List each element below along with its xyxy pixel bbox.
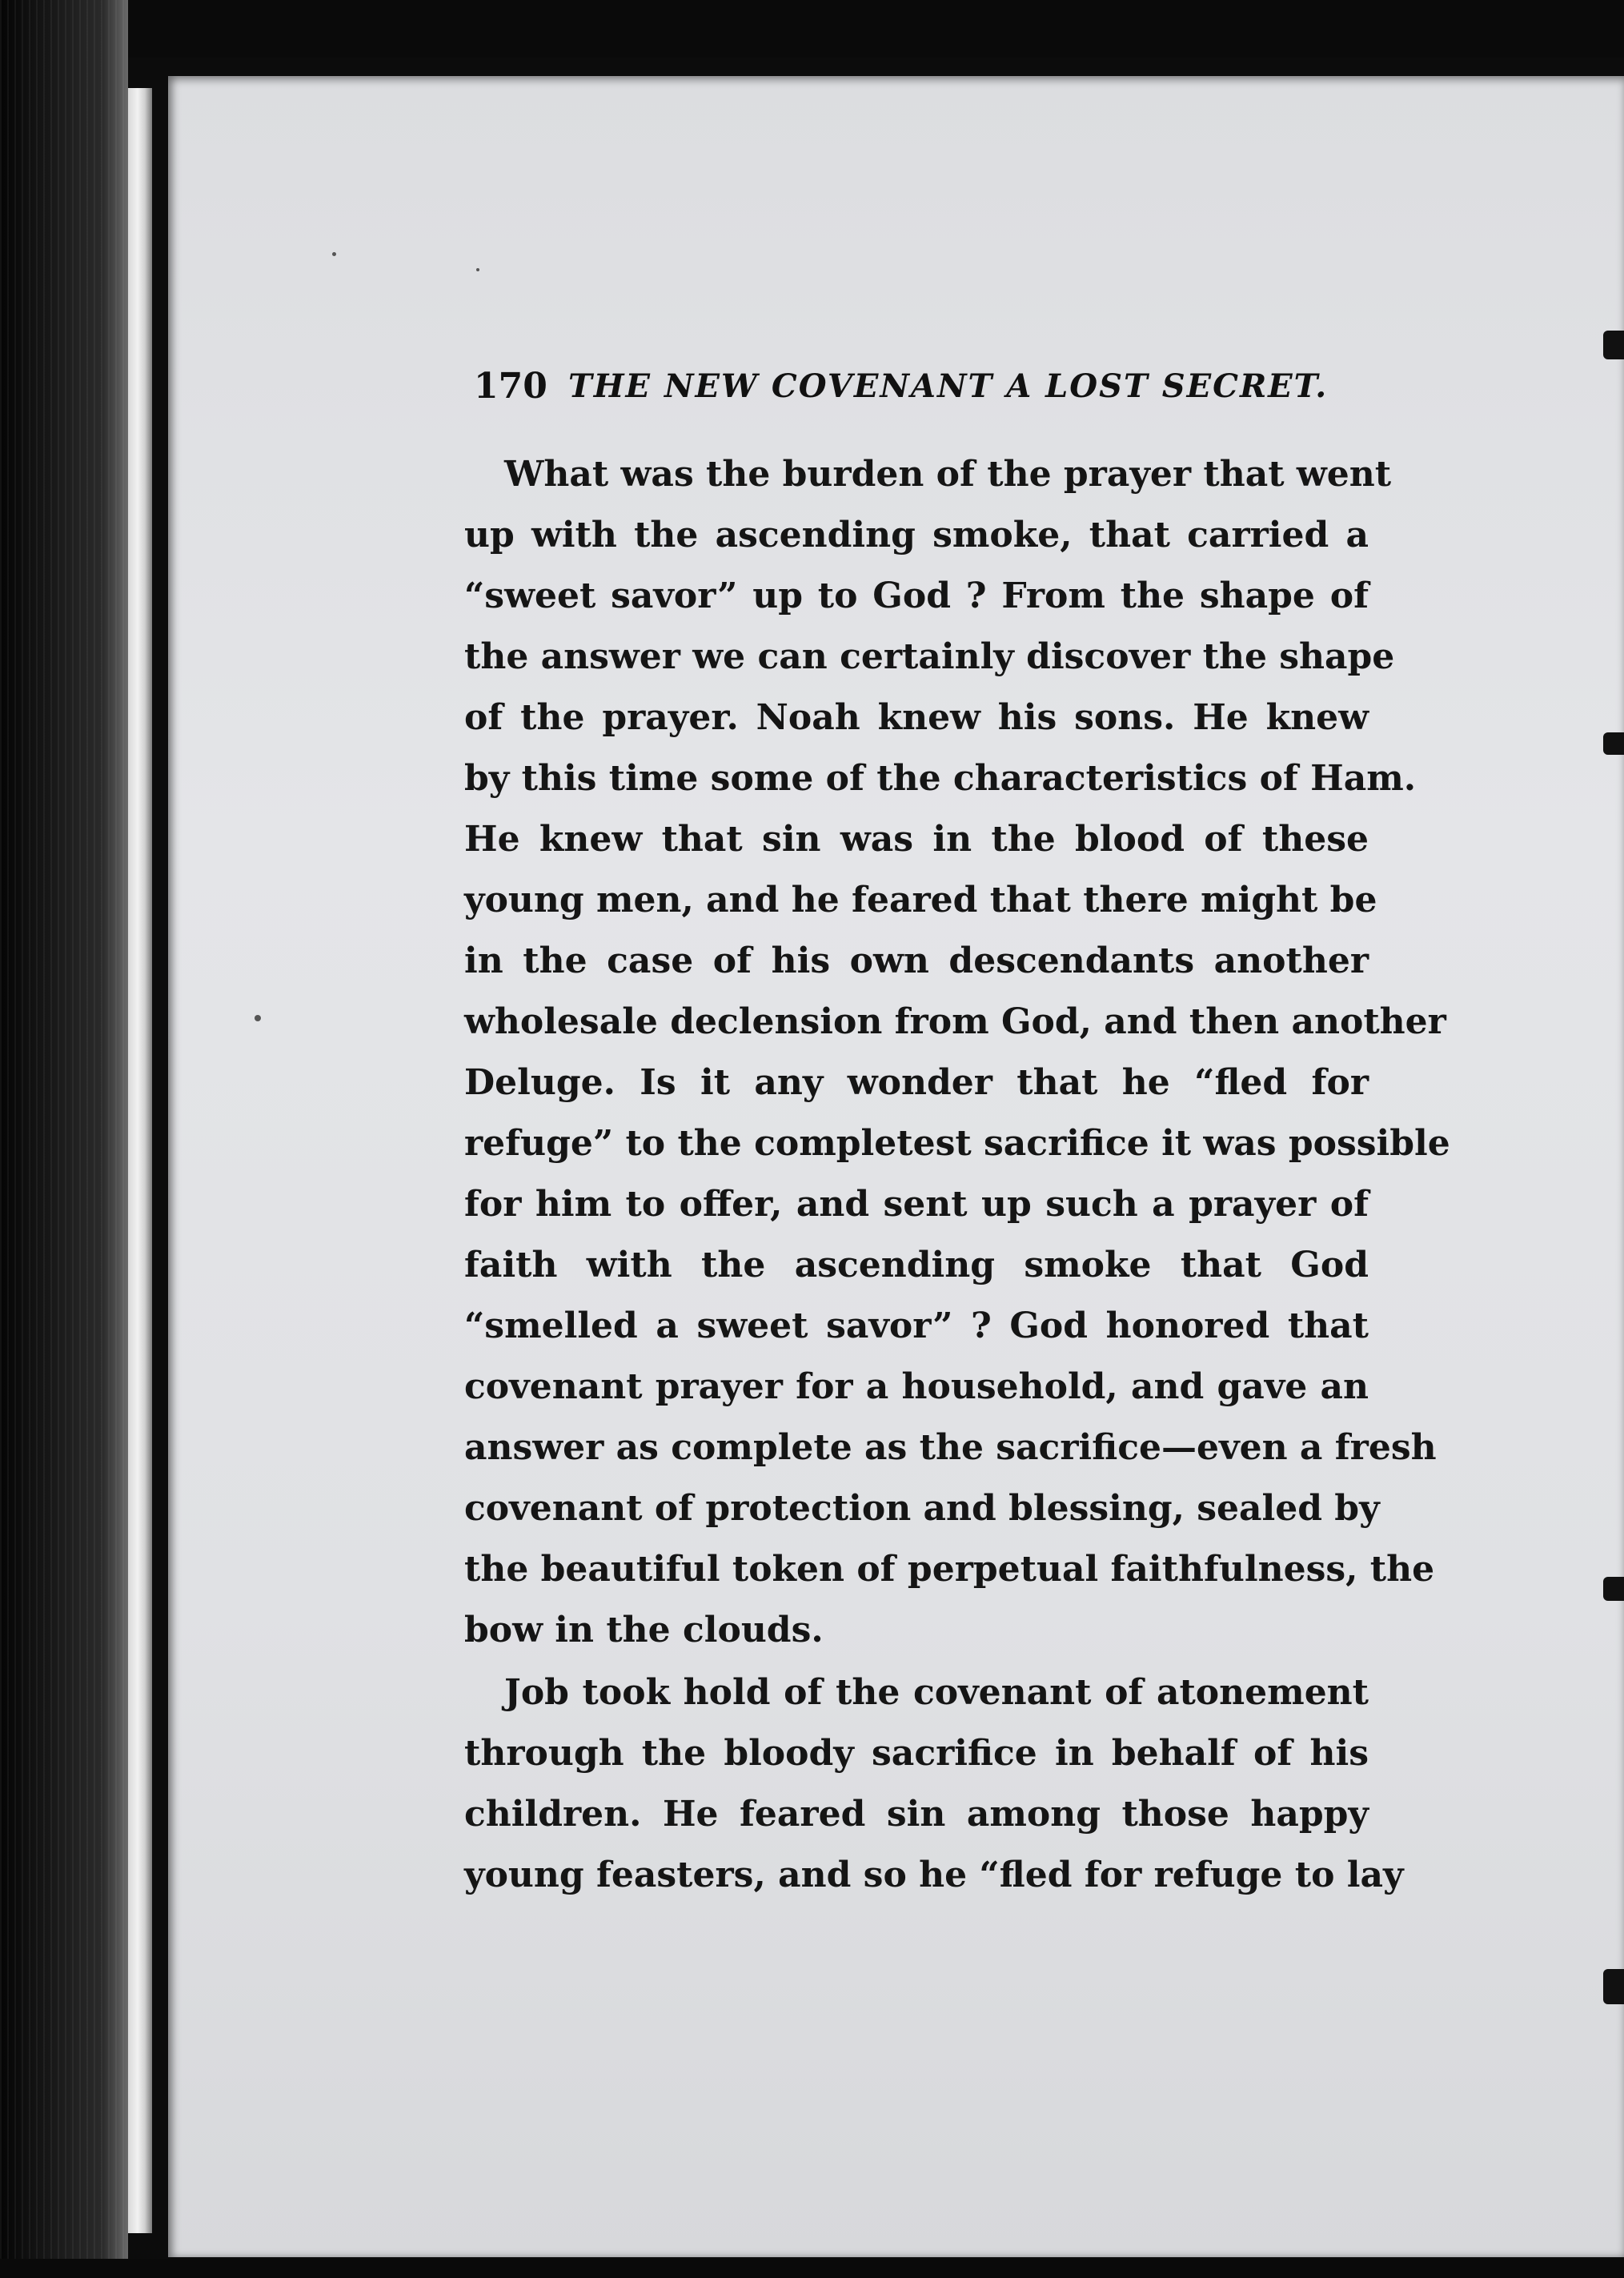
running-title: THE NEW COVENANT A LOST SECRET.: [568, 367, 1329, 405]
text-line: covenant of protection and blessing, sealed by: [464, 1488, 1380, 1529]
text-line: Job took hold of the covenant of atonement: [504, 1672, 1369, 1713]
text-line: in the case of his own descendants another: [464, 940, 1369, 981]
body-text: [464, 444, 1450, 1906]
text-line: young feasters, and so he “fled for refuge to lay: [464, 1855, 1404, 1895]
paragraph: [464, 1662, 1404, 1906]
book-binding: [0, 0, 128, 2278]
text-line: “smelled a sweet savor” ? God honored that: [464, 1305, 1369, 1346]
text-line: up with the ascending smoke, that carried a: [464, 515, 1369, 555]
text-line: by this time some of the characteristics of Ham.: [464, 758, 1417, 799]
text-line: the answer we can certainly discover the shape: [464, 636, 1395, 677]
text-line: young men, and he feared that there might be: [464, 880, 1377, 920]
page-edge: [128, 88, 152, 2233]
text-line: Deluge. Is it any wonder that he “fled for: [464, 1062, 1369, 1103]
page-tab-marker: [1603, 732, 1624, 755]
text-line: through the bloody sacrifice in behalf of his: [464, 1733, 1369, 1774]
text-line: of the prayer. Noah knew his sons. He knew: [464, 697, 1369, 738]
dust-speck: [255, 1015, 261, 1021]
scan-top-border: [0, 0, 1624, 58]
text-line: the beautiful token of perpetual faithfulness, the: [464, 1549, 1435, 1590]
page-tab-marker: [1603, 1577, 1624, 1601]
page-tab-marker: [1603, 331, 1624, 359]
dust-speck: [476, 268, 479, 271]
dust-speck: [332, 252, 336, 256]
text-line: wholesale declension from God, and then another: [464, 1001, 1446, 1042]
scan-bottom-border: [0, 2259, 1624, 2278]
text-line: children. He feared sin among those happy: [464, 1794, 1369, 1835]
text-line: answer as complete as the sacrifice—even a fresh: [464, 1427, 1437, 1468]
text-line: He knew that sin was in the blood of these: [464, 819, 1369, 860]
text-line: faith with the ascending smoke that God: [464, 1245, 1369, 1285]
text-line: bow in the clouds.: [464, 1610, 824, 1650]
text-line: What was the burden of the prayer that went: [504, 454, 1392, 495]
page-header: [474, 359, 1370, 415]
text-line: refuge” to the completest sacrifice it was possible: [464, 1123, 1450, 1164]
text-line: for him to offer, and sent up such a prayer of: [464, 1184, 1369, 1225]
text-line: “sweet savor” up to God ? From the shape of: [464, 576, 1369, 616]
paragraph: [464, 444, 1450, 1661]
page-number: 170: [474, 366, 547, 407]
text-line: covenant prayer for a household, and gave an: [464, 1366, 1369, 1407]
page-tab-marker: [1603, 1969, 1624, 2004]
